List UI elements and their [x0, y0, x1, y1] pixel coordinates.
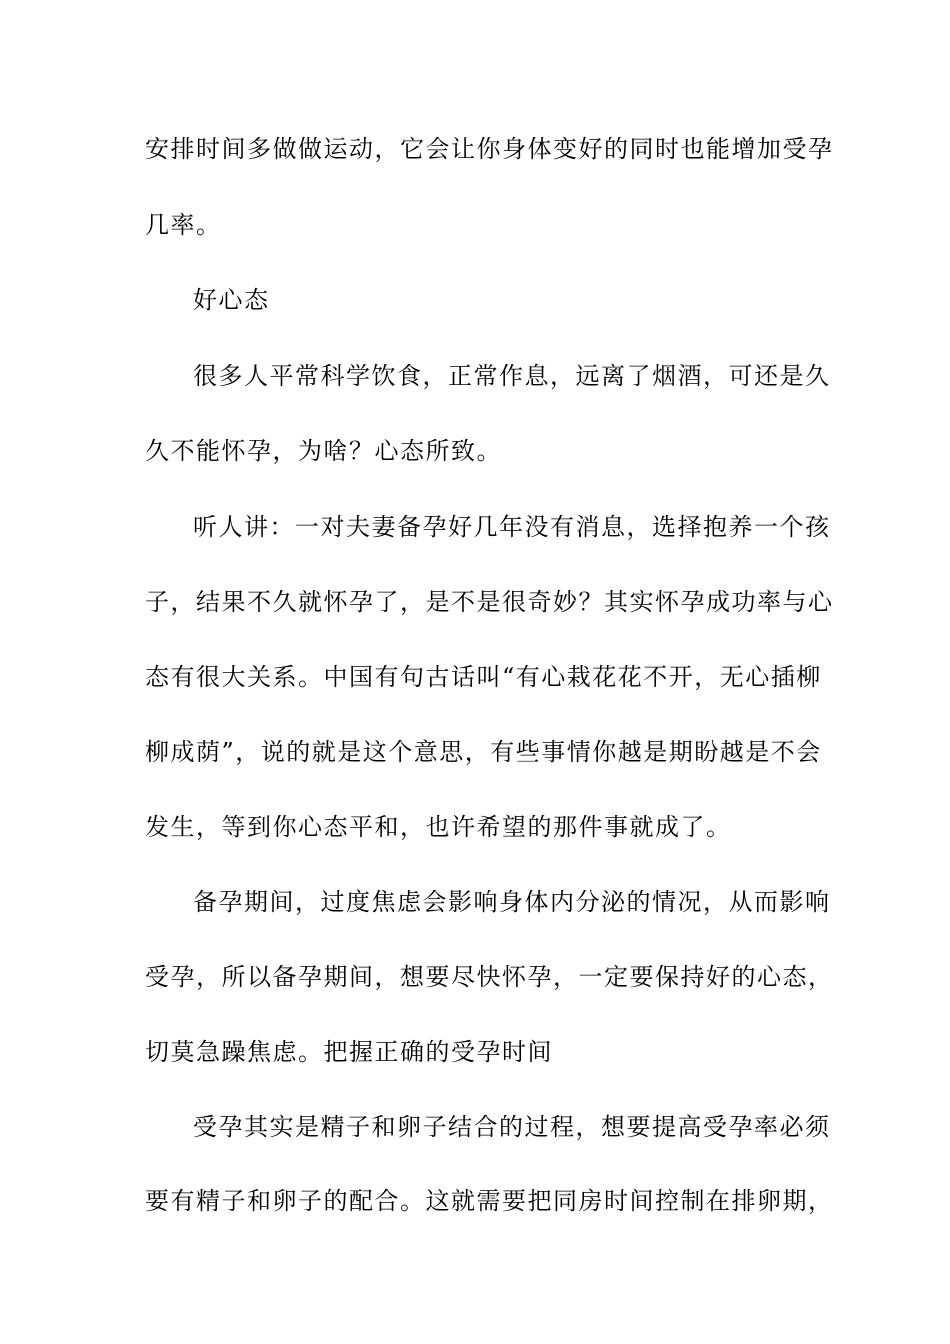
text-line: 几率。 [145, 211, 222, 239]
text-line: 切莫急躁焦虑。把握正确的受孕时间 [145, 1038, 553, 1066]
text-line: 很多人平常科学饮食，正常作息，远离了烟酒，可还是久 [193, 362, 831, 390]
section-heading: 好心态 [193, 286, 270, 314]
text-line: 受孕其实是精子和卵子结合的过程，想要提高受孕率必须 [193, 1113, 831, 1141]
text-line: 柳成荫”，说的就是这个意思，有些事情你越是期盼越是不会 [145, 738, 822, 766]
text-line: 发生，等到你心态平和，也许希望的那件事就成了。 [145, 813, 732, 841]
text-line: 听人讲：一对夫妻备孕好几年没有消息，选择抱养一个孩 [193, 513, 831, 541]
text-line: 子，结果不久就怀孕了，是不是很奇妙？其实怀孕成功率与心 [145, 588, 834, 616]
text-line: 安排时间多做做运动，它会让你身体变好的同时也能增加受孕 [145, 135, 834, 163]
text-line: 久不能怀孕，为啥？心态所致。 [145, 437, 502, 465]
text-line: 态有很大关系。中国有句古话叫“有心栽花花不开，无心插柳 [145, 663, 822, 691]
text-line: 要有精子和卵子的配合。这就需要把同房时间控制在排卵期， [145, 1187, 834, 1215]
text-line: 备孕期间，过度焦虑会影响身体内分泌的情况，从而影响 [193, 888, 831, 916]
text-line: 受孕，所以备孕期间，想要尽快怀孕，一定要保持好的心态， [145, 963, 834, 991]
